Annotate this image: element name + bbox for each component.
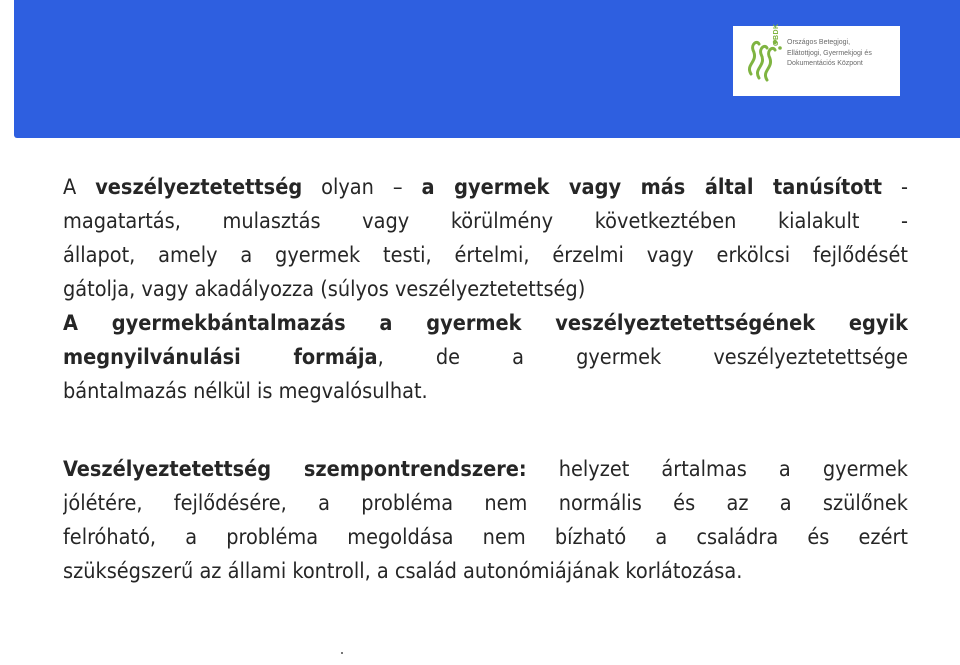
obdk-logo xyxy=(733,23,900,96)
logo-abbreviation: OBDK xyxy=(773,23,780,46)
emphasis-text: megnyilvánulási formája xyxy=(63,345,378,370)
emphasis-text: a gyermek vagy más által tanúsított xyxy=(421,175,883,200)
text-line: magatartás, mulasztás vagy körülmény következtében kialakult - xyxy=(63,209,908,234)
slide-body xyxy=(63,171,908,589)
text-line: szükségszerű az állami kontroll, a család autonómiájának korlátozása. xyxy=(63,559,743,584)
text-line xyxy=(63,341,908,375)
logo-line-3: Dokumentációs Központ xyxy=(787,60,863,67)
text-line: felróható, a probléma megoldása nem bízható a családra és ezért xyxy=(63,525,908,550)
text-line: állapot, amely a gyermek testi, értelmi, érzelmi vagy erkölcsi fejlődését xyxy=(63,243,908,268)
text-fragment: , de a gyermek veszélyeztetettsége xyxy=(377,345,908,370)
text-line xyxy=(63,171,908,205)
header-banner xyxy=(14,0,960,138)
text-fragment: A xyxy=(63,175,96,200)
term-szempontrendszer: Veszélyeztetettség szempontrendszere: xyxy=(63,457,527,482)
logo-organization-name xyxy=(787,38,897,70)
text-line xyxy=(63,453,908,487)
paragraph-definition xyxy=(63,171,908,409)
text-fragment: helyzet ártalmas a gyermek xyxy=(526,457,908,482)
logo-line-2: Ellátottjogi, Gyermekjogi és xyxy=(787,49,872,57)
text-line-bold: A gyermekbántalmazás a gyermek veszélyeztetettségének egyik xyxy=(63,311,908,336)
text-fragment: olyan – xyxy=(302,175,422,200)
text-line: gátolja, vagy akadályozza (súlyos veszélyeztetettség) xyxy=(63,277,586,302)
stray-dot xyxy=(341,652,343,654)
term-veszelyeztetettseg: veszélyeztetettség xyxy=(95,175,303,200)
text-line: bántalmazás nélkül is megvalósulhat. xyxy=(63,379,428,404)
text-fragment: - xyxy=(882,175,908,200)
logo-line-1: Országos Betegjogi, xyxy=(787,39,851,46)
text-line: jólétére, fejlődésére, a probléma nem normális és az a szülőnek xyxy=(63,491,908,516)
paragraph-criteria xyxy=(63,453,908,589)
paragraph-spacer xyxy=(63,409,908,453)
